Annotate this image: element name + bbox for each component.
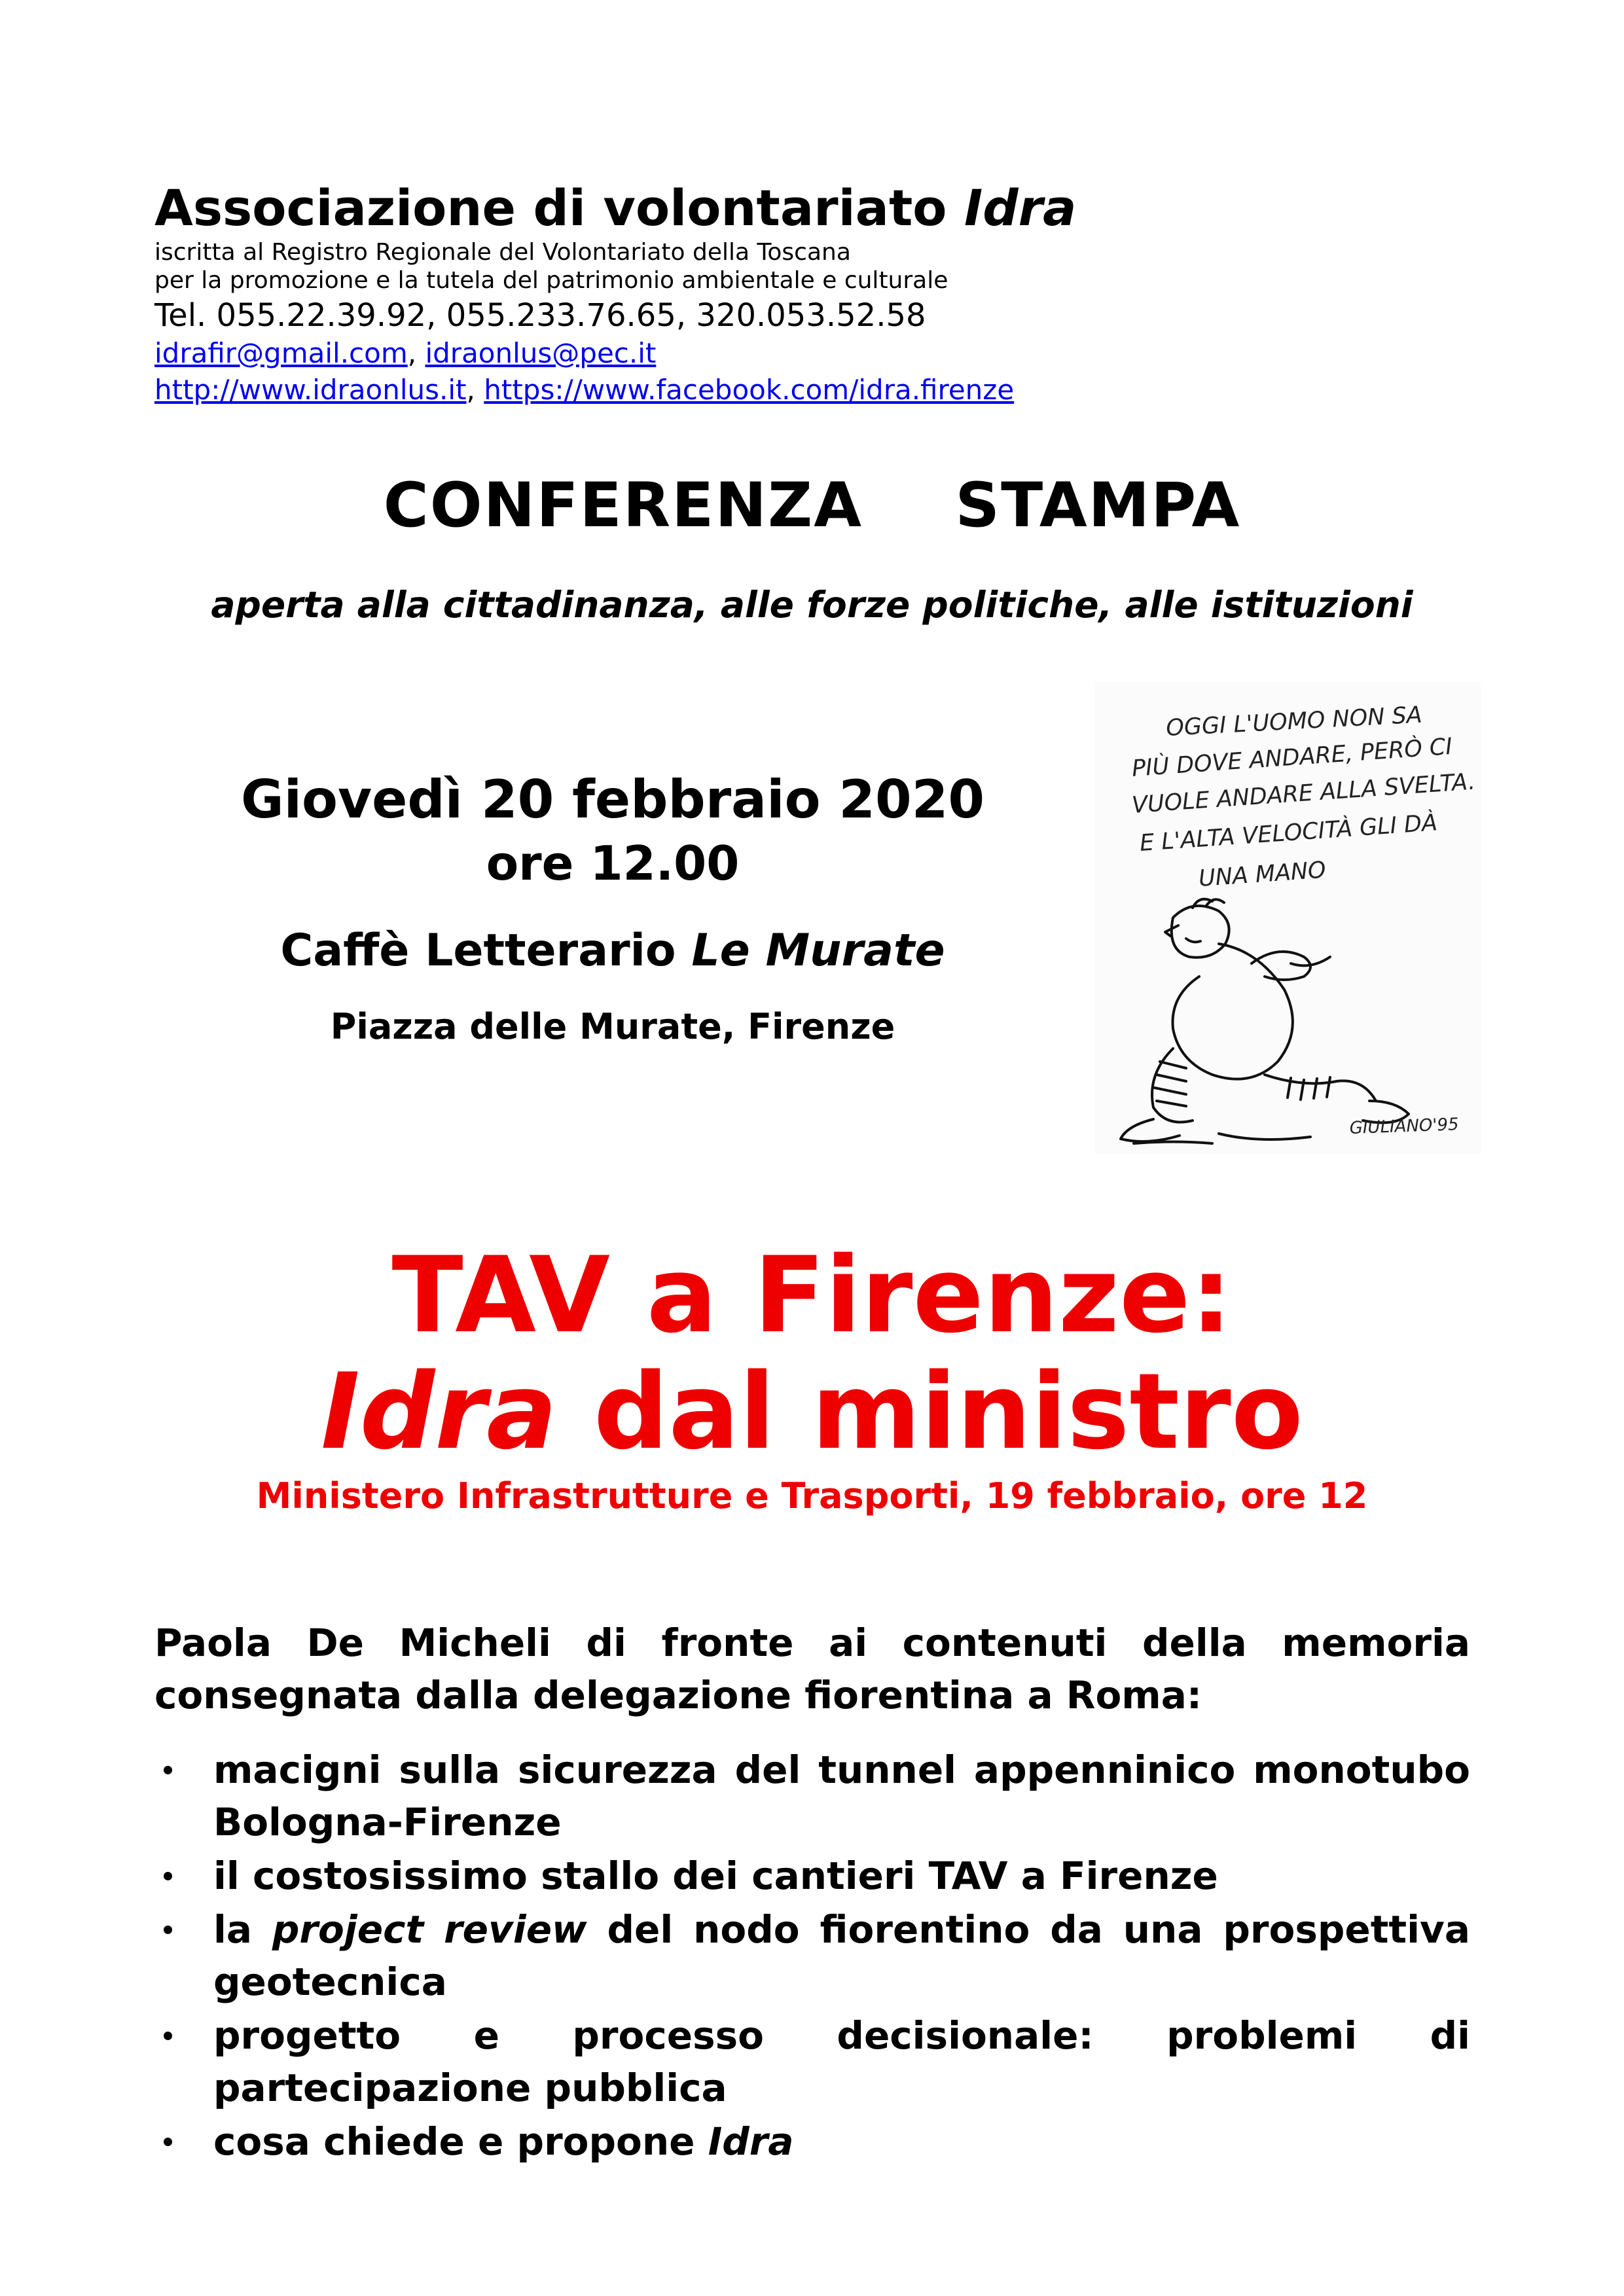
list-item: [154, 1850, 1470, 1902]
email-link-pec[interactable]: idraonlus@pec.it: [425, 337, 657, 369]
list-item-text: macigni sulla sicurezza del tunnel appenninico monotubo Bologna-Firenze: [213, 1748, 1470, 1844]
list-item-text-tail: partecipazione pubblica: [213, 2066, 727, 2110]
organization-title-prefix: Associazione di volontariato: [154, 179, 964, 237]
email-link-gmail[interactable]: idrafir@gmail.com: [154, 337, 408, 369]
list-item-text-head: progetto e processo decisionale: problemi di: [213, 2013, 1470, 2058]
intro-paragraph: Paola De Micheli di fronte ai contenuti della memoria consegnata dalla delegazione fiorentina a Roma:: [154, 1621, 1470, 1717]
facebook-link[interactable]: https://www.facebook.com/idra.firenze: [484, 374, 1015, 406]
cartoon-caption-line-2: PIÙ DOVE ANDARE, PERÒ CI: [1130, 733, 1453, 782]
headline-line-2-italic: Idra: [321, 1350, 558, 1473]
cartoon-caption-line-4: E L'ALTA VELOCITÀ GLI DÀ: [1138, 810, 1439, 857]
event-address: Piazza delle Murate, Firenze: [330, 1006, 895, 1047]
event-venue-prefix: Caffè Letterario: [280, 925, 692, 977]
email-separator: ,: [407, 337, 425, 369]
list-item-text: il costosissimo stallo dei cantieri TAV a Firenze: [213, 1854, 1218, 1898]
event-time: ore 12.00: [486, 836, 740, 891]
running-man-sketch: [1121, 899, 1409, 1143]
bullet-icon: [164, 1872, 172, 1880]
list-item: [154, 1903, 1470, 2008]
bullet-icon: [164, 2032, 172, 2040]
list-item: [154, 2115, 1470, 2168]
email-links: [154, 335, 1470, 372]
cartoon-drawing: [1094, 682, 1481, 1153]
web-separator: ,: [466, 374, 484, 406]
conference-title: CONFERENZA STAMPA: [383, 470, 1241, 541]
bullet-icon: [164, 2138, 172, 2146]
list-item-text-italic: Idra: [708, 2119, 794, 2164]
event-date: Giovedì 20 febbraio 2020: [240, 769, 985, 830]
web-links: [154, 372, 1470, 408]
event-venue-italic: Le Murate: [691, 925, 945, 977]
list-item-text-before: la: [213, 1907, 272, 1952]
website-link[interactable]: http://www.idraonlus.it: [154, 374, 467, 406]
event-venue: [154, 922, 1071, 980]
list-item: [154, 2009, 1470, 2114]
cartoon-caption-line-1: OGGI L'UOMO NON SA: [1165, 702, 1423, 742]
organization-header: [154, 178, 1470, 408]
cartoon-caption-line-5: UNA MANO: [1197, 857, 1327, 892]
bullet-icon: [164, 1926, 172, 1934]
headline-line-2-rest: dal ministro: [557, 1350, 1303, 1473]
mission-line: per la promozione e la tutela del patrimonio ambientale e culturale: [154, 267, 948, 294]
cartoon-illustration: [1094, 682, 1481, 1153]
list-item: [154, 1744, 1470, 1848]
organization-title-italic: Idra: [964, 179, 1077, 237]
list-item-text-after: del nodo fiorentino da una prospettiva geotecnica: [213, 1907, 1470, 2004]
cartoon-caption-line-3: VUOLE ANDARE ALLA SVELTA.: [1130, 768, 1477, 819]
list-item-text-before: cosa chiede e propone: [213, 2119, 708, 2164]
headline: [0, 1234, 1624, 1522]
organization-title: [154, 178, 1470, 238]
event-details: [154, 766, 1071, 1050]
headline-line-2: [0, 1350, 1624, 1473]
conference-subtitle: aperta alla cittadinanza, alle forze politiche, alle istituzioni: [211, 584, 1413, 626]
registry-line: iscritta al Registro Regionale del Volontariato della Toscana: [154, 239, 851, 266]
headline-line-1: TAV a Firenze:: [391, 1234, 1233, 1356]
topic-list: [154, 1744, 1470, 2169]
headline-subline: Ministero Infrastrutture e Trasporti, 19 febbraio, ore 12: [256, 1475, 1368, 1516]
bullet-icon: [164, 1766, 172, 1774]
list-item-text-italic: project review: [272, 1907, 587, 1952]
telephone-line: Tel. 055.22.39.92, 055.233.76.65, 320.053.52.58: [154, 297, 926, 334]
cartoon-signature: GIULIANO'95: [1349, 1115, 1460, 1138]
